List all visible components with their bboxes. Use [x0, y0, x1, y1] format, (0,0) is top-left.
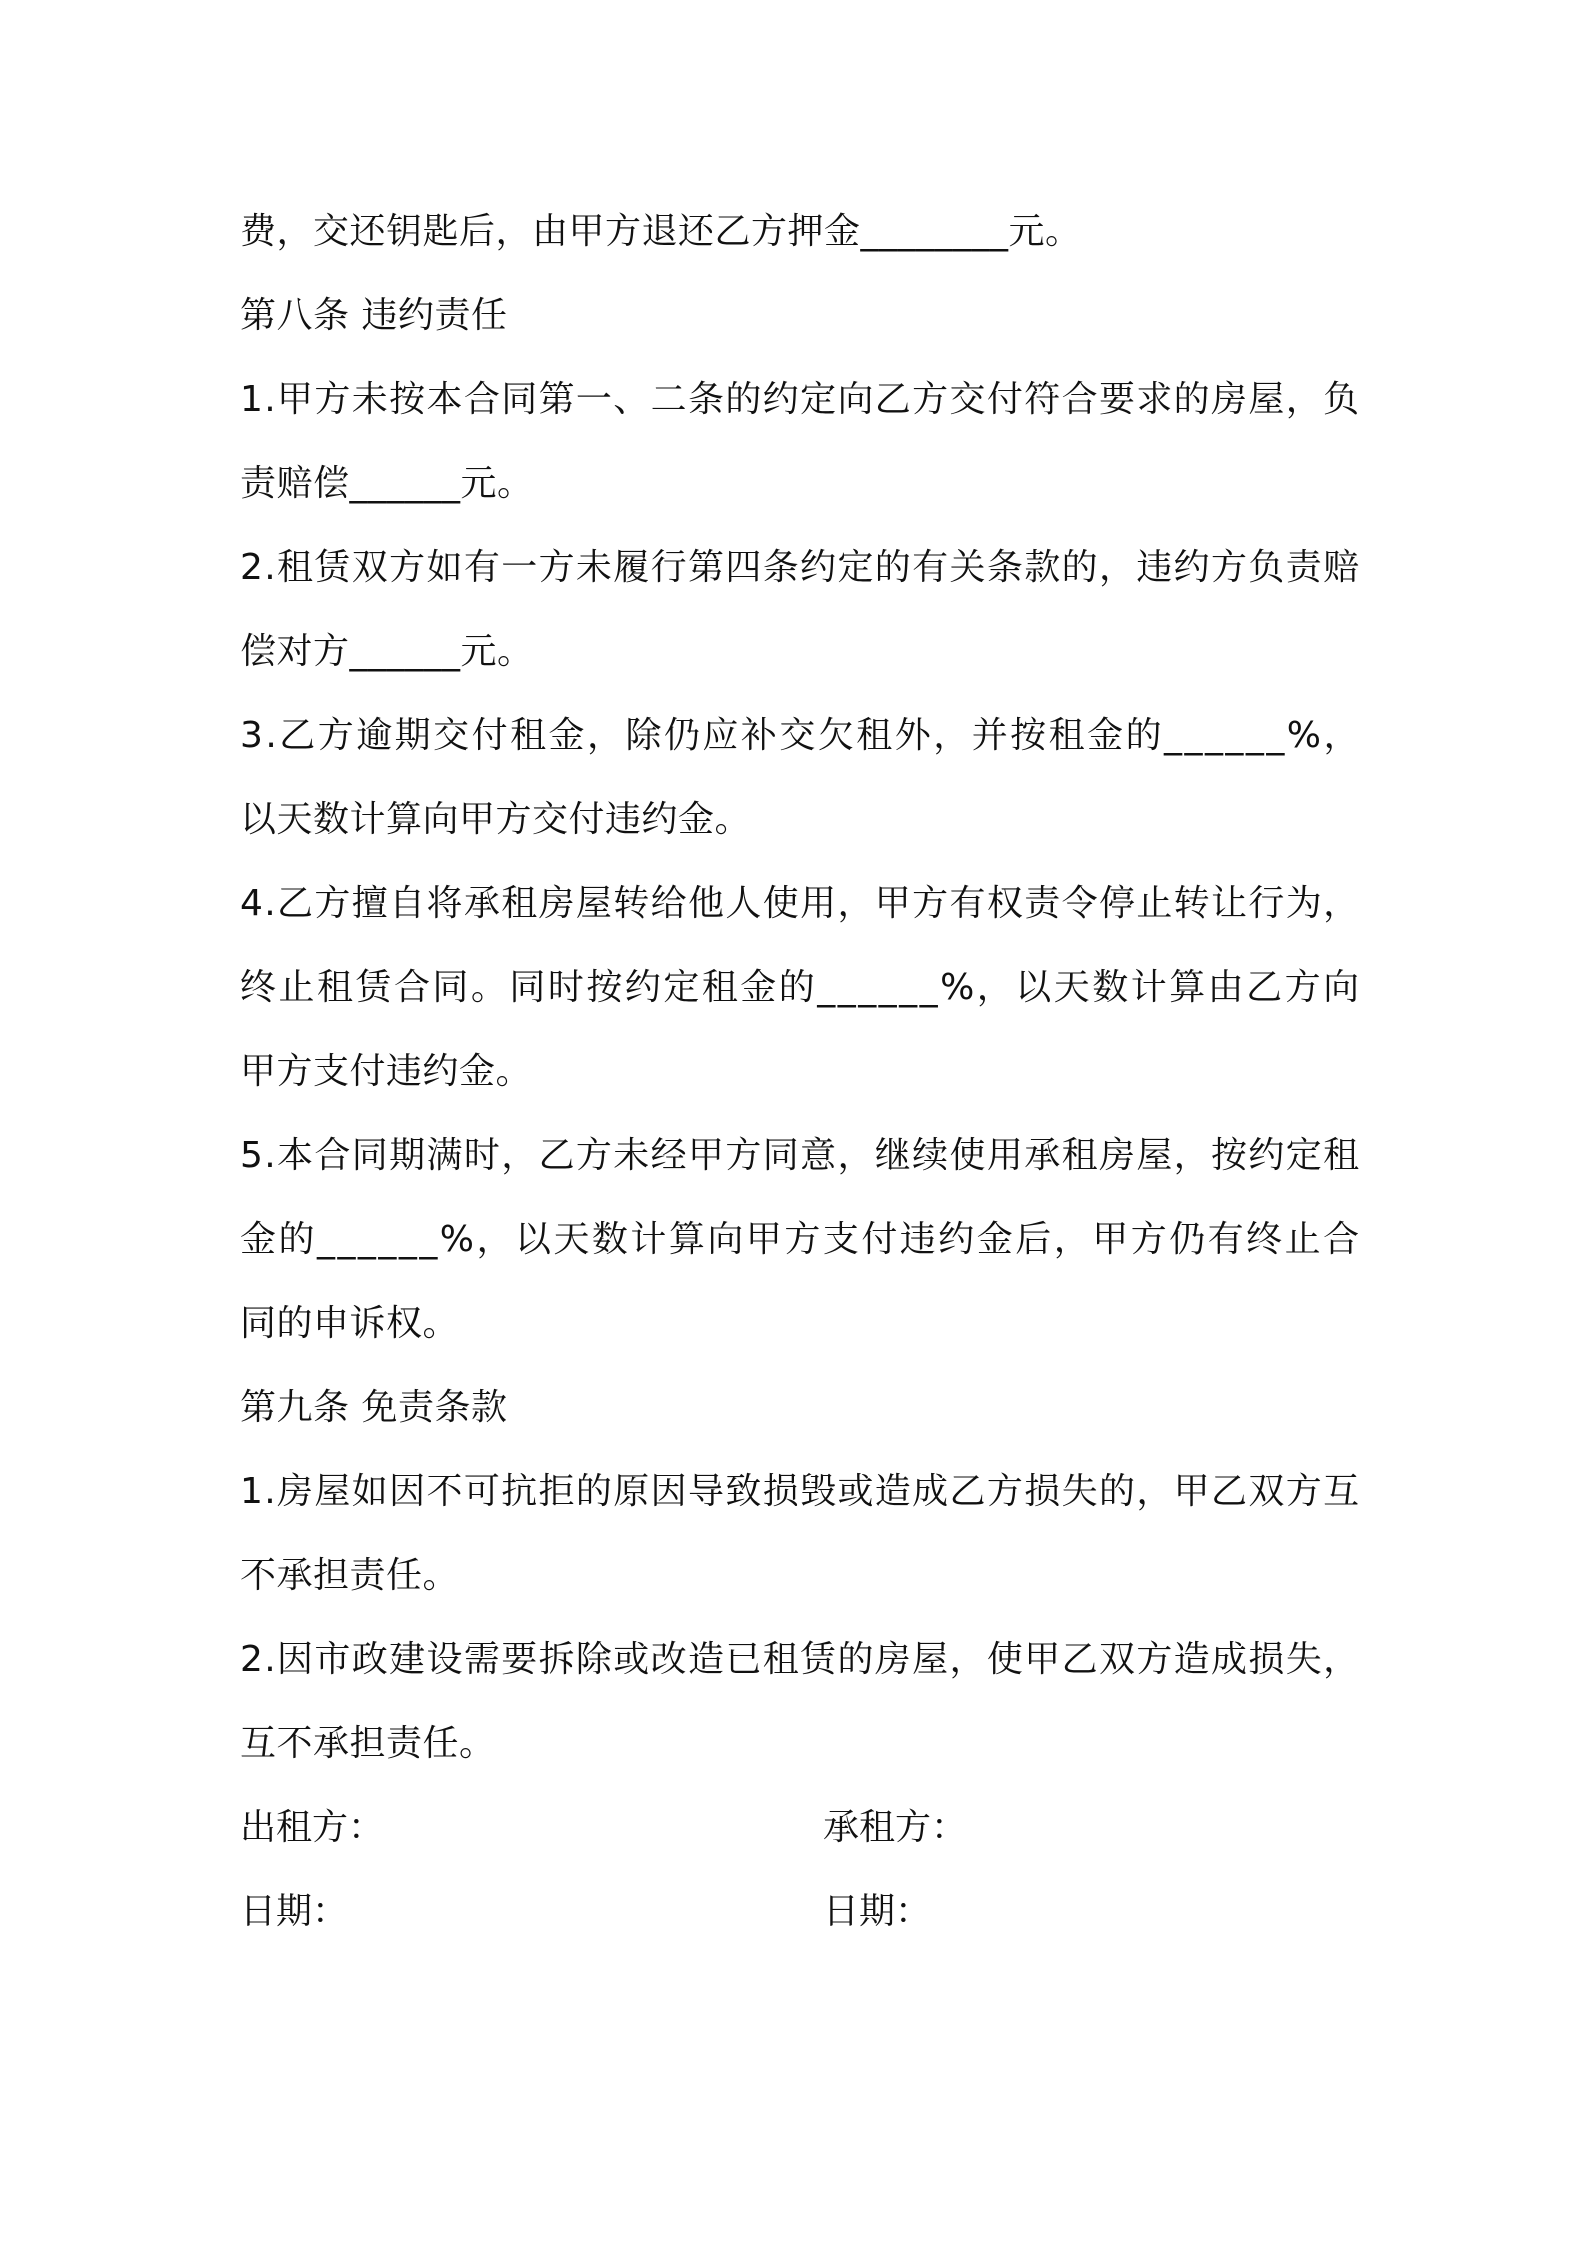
signature-row — [240, 1786, 1360, 1870]
clause-text-line: 5 . 本 合 同 期 满 时 ， 乙 方 未 经 甲 方 同 意 ， 继 续 使 用 承 租 房 屋 ， 按 约 定 租 — [240, 1135, 1360, 1176]
lessor-date-label: 日期： — [240, 1891, 349, 1932]
clause-text-line: 以天数计算向甲方交付违约金。 — [240, 799, 752, 840]
date-row — [240, 1870, 1360, 1954]
clause-text-line: 责赔偿______元。 — [240, 463, 534, 504]
clause-text-line: 偿对方______元。 — [240, 631, 534, 672]
clause-text-line: 互不承担责任。 — [240, 1723, 496, 1764]
clause-text-line: 甲方支付违约金。 — [240, 1051, 533, 1092]
clause-text-line: 1 . 房 屋 如 因 不 可 抗 拒 的 原 因 导 致 损 毁 或 造 成 乙 方 损 失 的 ， 甲 乙 双 方 互 — [240, 1471, 1360, 1512]
lessee-label: 承租方： — [823, 1807, 968, 1848]
clause-text-line: 3 . 乙 方 逾 期 交 付 租 金 ， 除 仍 应 补 交 欠 租 外 ， 并 按 租 金 的 _ _ _ _ _ _ % ， — [240, 715, 1360, 756]
article-9-heading: 第九条 免责条款 — [240, 1387, 508, 1428]
clause-text-line: 终 止 租 赁 合 同 。 同 时 按 约 定 租 金 的 _ _ _ _ _ _ % ， 以 天 数 计 算 由 乙 方 向 — [240, 967, 1360, 1008]
clause-text-line: 2 . 因 市 政 建 设 需 要 拆 除 或 改 造 已 租 赁 的 房 屋 ， 使 甲 乙 双 方 造 成 损 失 ， — [240, 1639, 1360, 1680]
clause-text-line: 4 . 乙 方 擅 自 将 承 租 房 屋 转 给 他 人 使 用 ， 甲 方 有 权 责 令 停 止 转 让 行 为 ， — [240, 883, 1360, 924]
clause-text-line: 1 . 甲 方 未 按 本 合 同 第 一 、 二 条 的 约 定 向 乙 方 交 付 符 合 要 求 的 房 屋 ， 负 — [240, 379, 1360, 420]
lessee-date-label: 日期： — [823, 1891, 932, 1932]
clause-text-line: 同的申诉权。 — [240, 1303, 460, 1344]
clause-text-line: 2 . 租 赁 双 方 如 有 一 方 未 履 行 第 四 条 约 定 的 有 关 条 款 的 ， 违 约 方 负 责 赔 — [240, 547, 1360, 588]
clause-text-line: 费，交还钥匙后，由甲方退还乙方押金________元。 — [240, 211, 1082, 252]
article-8-heading: 第八条 违约责任 — [240, 295, 508, 336]
clause-text-line: 金 的 _ _ _ _ _ _ % ， 以 天 数 计 算 向 甲 方 支 付 违 约 金 后 ， 甲 方 仍 有 终 止 合 — [240, 1219, 1360, 1260]
clause-text-line: 不承担责任。 — [240, 1555, 460, 1596]
contract-page — [240, 190, 1360, 1954]
lessor-label: 出租方： — [240, 1807, 385, 1848]
